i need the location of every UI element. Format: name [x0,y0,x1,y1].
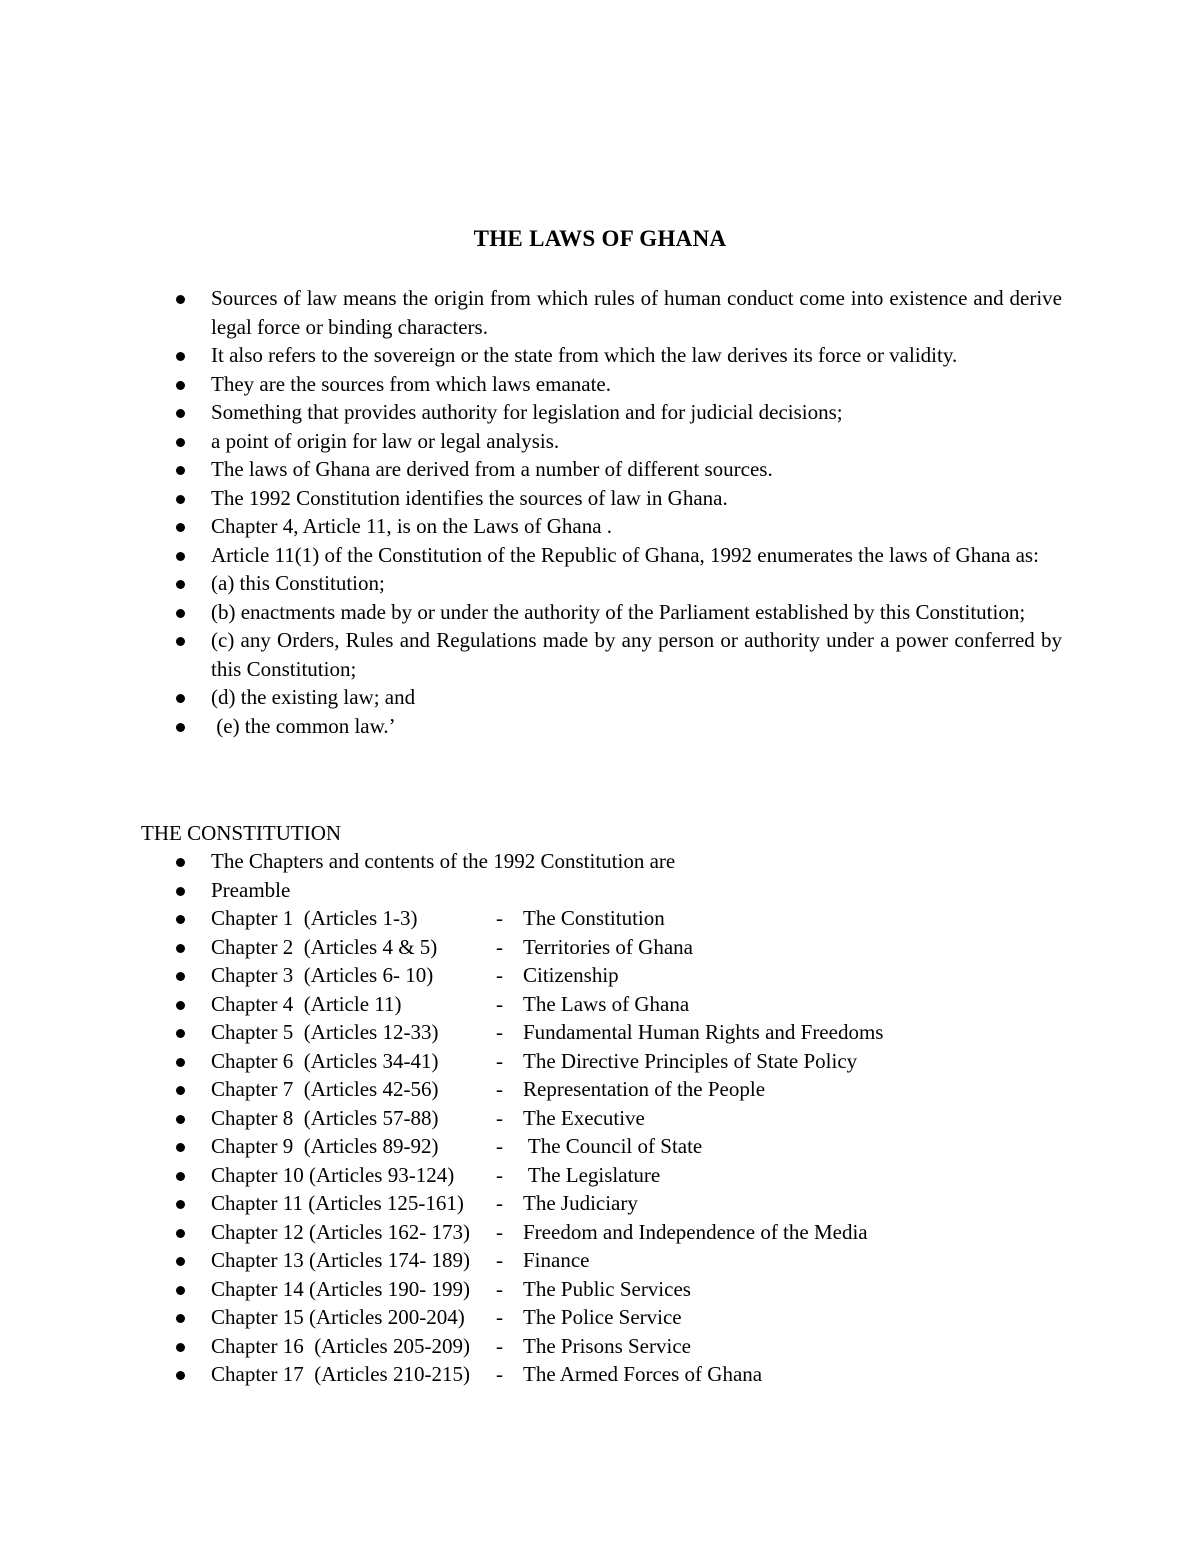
intro-list [0,284,1200,740]
bullet-icon [176,1001,185,1010]
chapter-name: The Public Services [523,1276,691,1301]
chapter-ref: Chapter 16 (Articles 205-209) [211,1333,470,1358]
chapter-sep: - [496,1219,503,1244]
chapter-sep: - [496,934,503,959]
chapter-ref: Chapter 17 (Articles 210-215) [211,1362,470,1386]
chapter-ref: Chapter 6 (Articles 34-41) [211,1048,439,1073]
chapter-row [0,961,1200,990]
bullet-icon [176,1058,185,1067]
chapter-name: Territories of Ghana [523,934,693,959]
chapter-name: Representation of the People [523,1077,766,1101]
bullet-icon [176,887,185,896]
bullet-icon [176,1343,185,1352]
chapter-row [0,1360,1200,1389]
chapter-name: Citizenship [523,963,619,987]
chapter-sep: - [496,1333,503,1358]
chapter-row [0,1275,1200,1304]
list-item: Preamble [0,876,1200,905]
list-item: (e) the common law.’ [0,712,1200,741]
chapter-ref: Chapter 15 (Articles 200-204) [211,1305,465,1329]
list-item: Sources of law means the origin from which rules of human conduct come into existence and derive legal force or binding characters. [0,284,1200,341]
bullet-icon [176,552,185,561]
chapter-name: The Council of State [523,1134,703,1158]
chapter-sep: - [496,1162,503,1187]
chapter-sep: - [496,1077,503,1101]
chapter-ref: Chapter 9 (Articles 89-92) [211,1134,439,1158]
chapter-sep: - [496,906,503,930]
chapter-ref: Chapter 8 (Articles 57-88) [211,1105,439,1130]
chapter-row [0,1075,1200,1104]
bullet-icon [176,609,185,618]
bullet-icon [176,915,185,924]
bullet-icon [176,694,185,703]
chapter-sep: - [496,1248,503,1272]
chapter-sep: - [496,1362,503,1386]
bullet-icon [176,637,185,646]
section-heading-constitution: THE CONSTITUTION [141,821,342,845]
chapter-sep: - [496,991,503,1016]
bullet-icon [176,1257,185,1266]
chapter-name: Fundamental Human Rights and Freedoms [523,1020,884,1044]
chapter-row [0,1018,1200,1047]
bullet-icon [176,723,185,732]
chapter-name: Freedom and Independence of the Media [523,1219,868,1244]
list-item: (c) any Orders, Rules and Regulations made by any person or authority under a power conferred by this Constitution; [0,626,1200,683]
bullet-icon [176,1200,185,1209]
chapter-sep: - [496,1134,503,1158]
chapter-sep: - [496,1048,503,1073]
chapter-row [0,1246,1200,1275]
bullet-icon [176,438,185,447]
bullet-icon [176,1314,185,1323]
chapter-name: Finance [523,1248,590,1272]
constitution-list [0,847,1200,1389]
chapter-sep: - [496,1105,503,1130]
bullet-icon [176,972,185,981]
bullet-icon [176,523,185,532]
chapter-name: The Laws of Ghana [523,991,690,1016]
chapter-sep: - [496,1020,503,1044]
list-item: It also refers to the sovereign or the state from which the law derives its force or validity. [0,341,1200,370]
bullet-icon [176,1172,185,1181]
bullet-icon [176,295,185,304]
list-item: They are the sources from which laws emanate. [0,370,1200,399]
bullet-icon [176,1371,185,1380]
list-item: Something that provides authority for legislation and for judicial decisions; [0,398,1200,427]
chapter-ref: Chapter 10 (Articles 93-124) [211,1162,455,1187]
chapter-ref: Chapter 7 (Articles 42-56) [211,1077,439,1101]
chapter-name: The Armed Forces of Ghana [523,1362,763,1386]
list-item: a point of origin for law or legal analysis. [0,427,1200,456]
chapter-row [0,1189,1200,1218]
bullet-icon [176,1286,185,1295]
chapter-ref: Chapter 13 (Articles 174- 189) [211,1248,470,1272]
chapter-ref: Chapter 2 (Articles 4 & 5) [211,934,438,959]
page-title: THE LAWS OF GHANA [473,226,727,251]
chapter-row [0,904,1200,933]
list-item: The Chapters and contents of the 1992 Constitution are [0,847,1200,876]
chapter-name: The Executive [523,1105,645,1130]
chapter-sep: - [496,1191,503,1215]
list-item: Article 11(1) of the Constitution of the Republic of Ghana, 1992 enumerates the laws of Ghana as: [0,541,1200,570]
chapter-name: The Directive Principles of State Policy [523,1048,858,1073]
chapter-name: The Judiciary [523,1191,638,1215]
chapter-row [0,1047,1200,1076]
chapter-ref: Chapter 5 (Articles 12-33) [211,1020,439,1044]
bullet-icon [176,352,185,361]
chapter-row [0,1218,1200,1247]
bullet-icon [176,858,185,867]
bullet-icon [176,409,185,418]
list-item: (a) this Constitution; [0,569,1200,598]
bullet-icon [176,466,185,475]
chapter-ref: Chapter 11 (Articles 125-161) [211,1191,464,1215]
chapter-row [0,1104,1200,1133]
bullet-icon [176,495,185,504]
bullet-icon [176,1086,185,1095]
chapter-ref: Chapter 4 (Article 11) [211,991,402,1016]
bullet-icon [176,944,185,953]
chapter-name: The Constitution [523,906,665,930]
bullet-icon [176,1115,185,1124]
chapter-sep: - [496,1305,503,1329]
list-item: (b) enactments made by or under the authority of the Parliament established by this Constitution; [0,598,1200,627]
chapter-sep: - [496,1276,503,1301]
chapter-row [0,1132,1200,1161]
chapter-name: The Prisons Service [523,1333,691,1358]
chapter-ref: Chapter 12 (Articles 162- 173) [211,1219,470,1244]
list-item: (d) the existing law; and [0,683,1200,712]
chapter-ref: Chapter 14 (Articles 190- 199) [211,1276,470,1301]
chapter-row [0,990,1200,1019]
bullet-icon [176,580,185,589]
chapter-sep: - [496,963,503,987]
bullet-icon [176,1029,185,1038]
chapter-name: The Police Service [523,1305,682,1329]
chapter-row [0,1303,1200,1332]
chapter-name: The Legislature [523,1162,661,1187]
chapter-row [0,1332,1200,1361]
list-item: The 1992 Constitution identifies the sources of law in Ghana. [0,484,1200,513]
chapter-row [0,1161,1200,1190]
chapter-ref: Chapter 3 (Articles 6- 10) [211,963,434,987]
chapter-row [0,933,1200,962]
chapter-ref: Chapter 1 (Articles 1-3) [211,906,418,930]
list-item: Chapter 4, Article 11, is on the Laws of Ghana . [0,512,1200,541]
bullet-icon [176,1143,185,1152]
list-item: The laws of Ghana are derived from a number of different sources. [0,455,1200,484]
bullet-icon [176,381,185,390]
bullet-icon [176,1229,185,1238]
